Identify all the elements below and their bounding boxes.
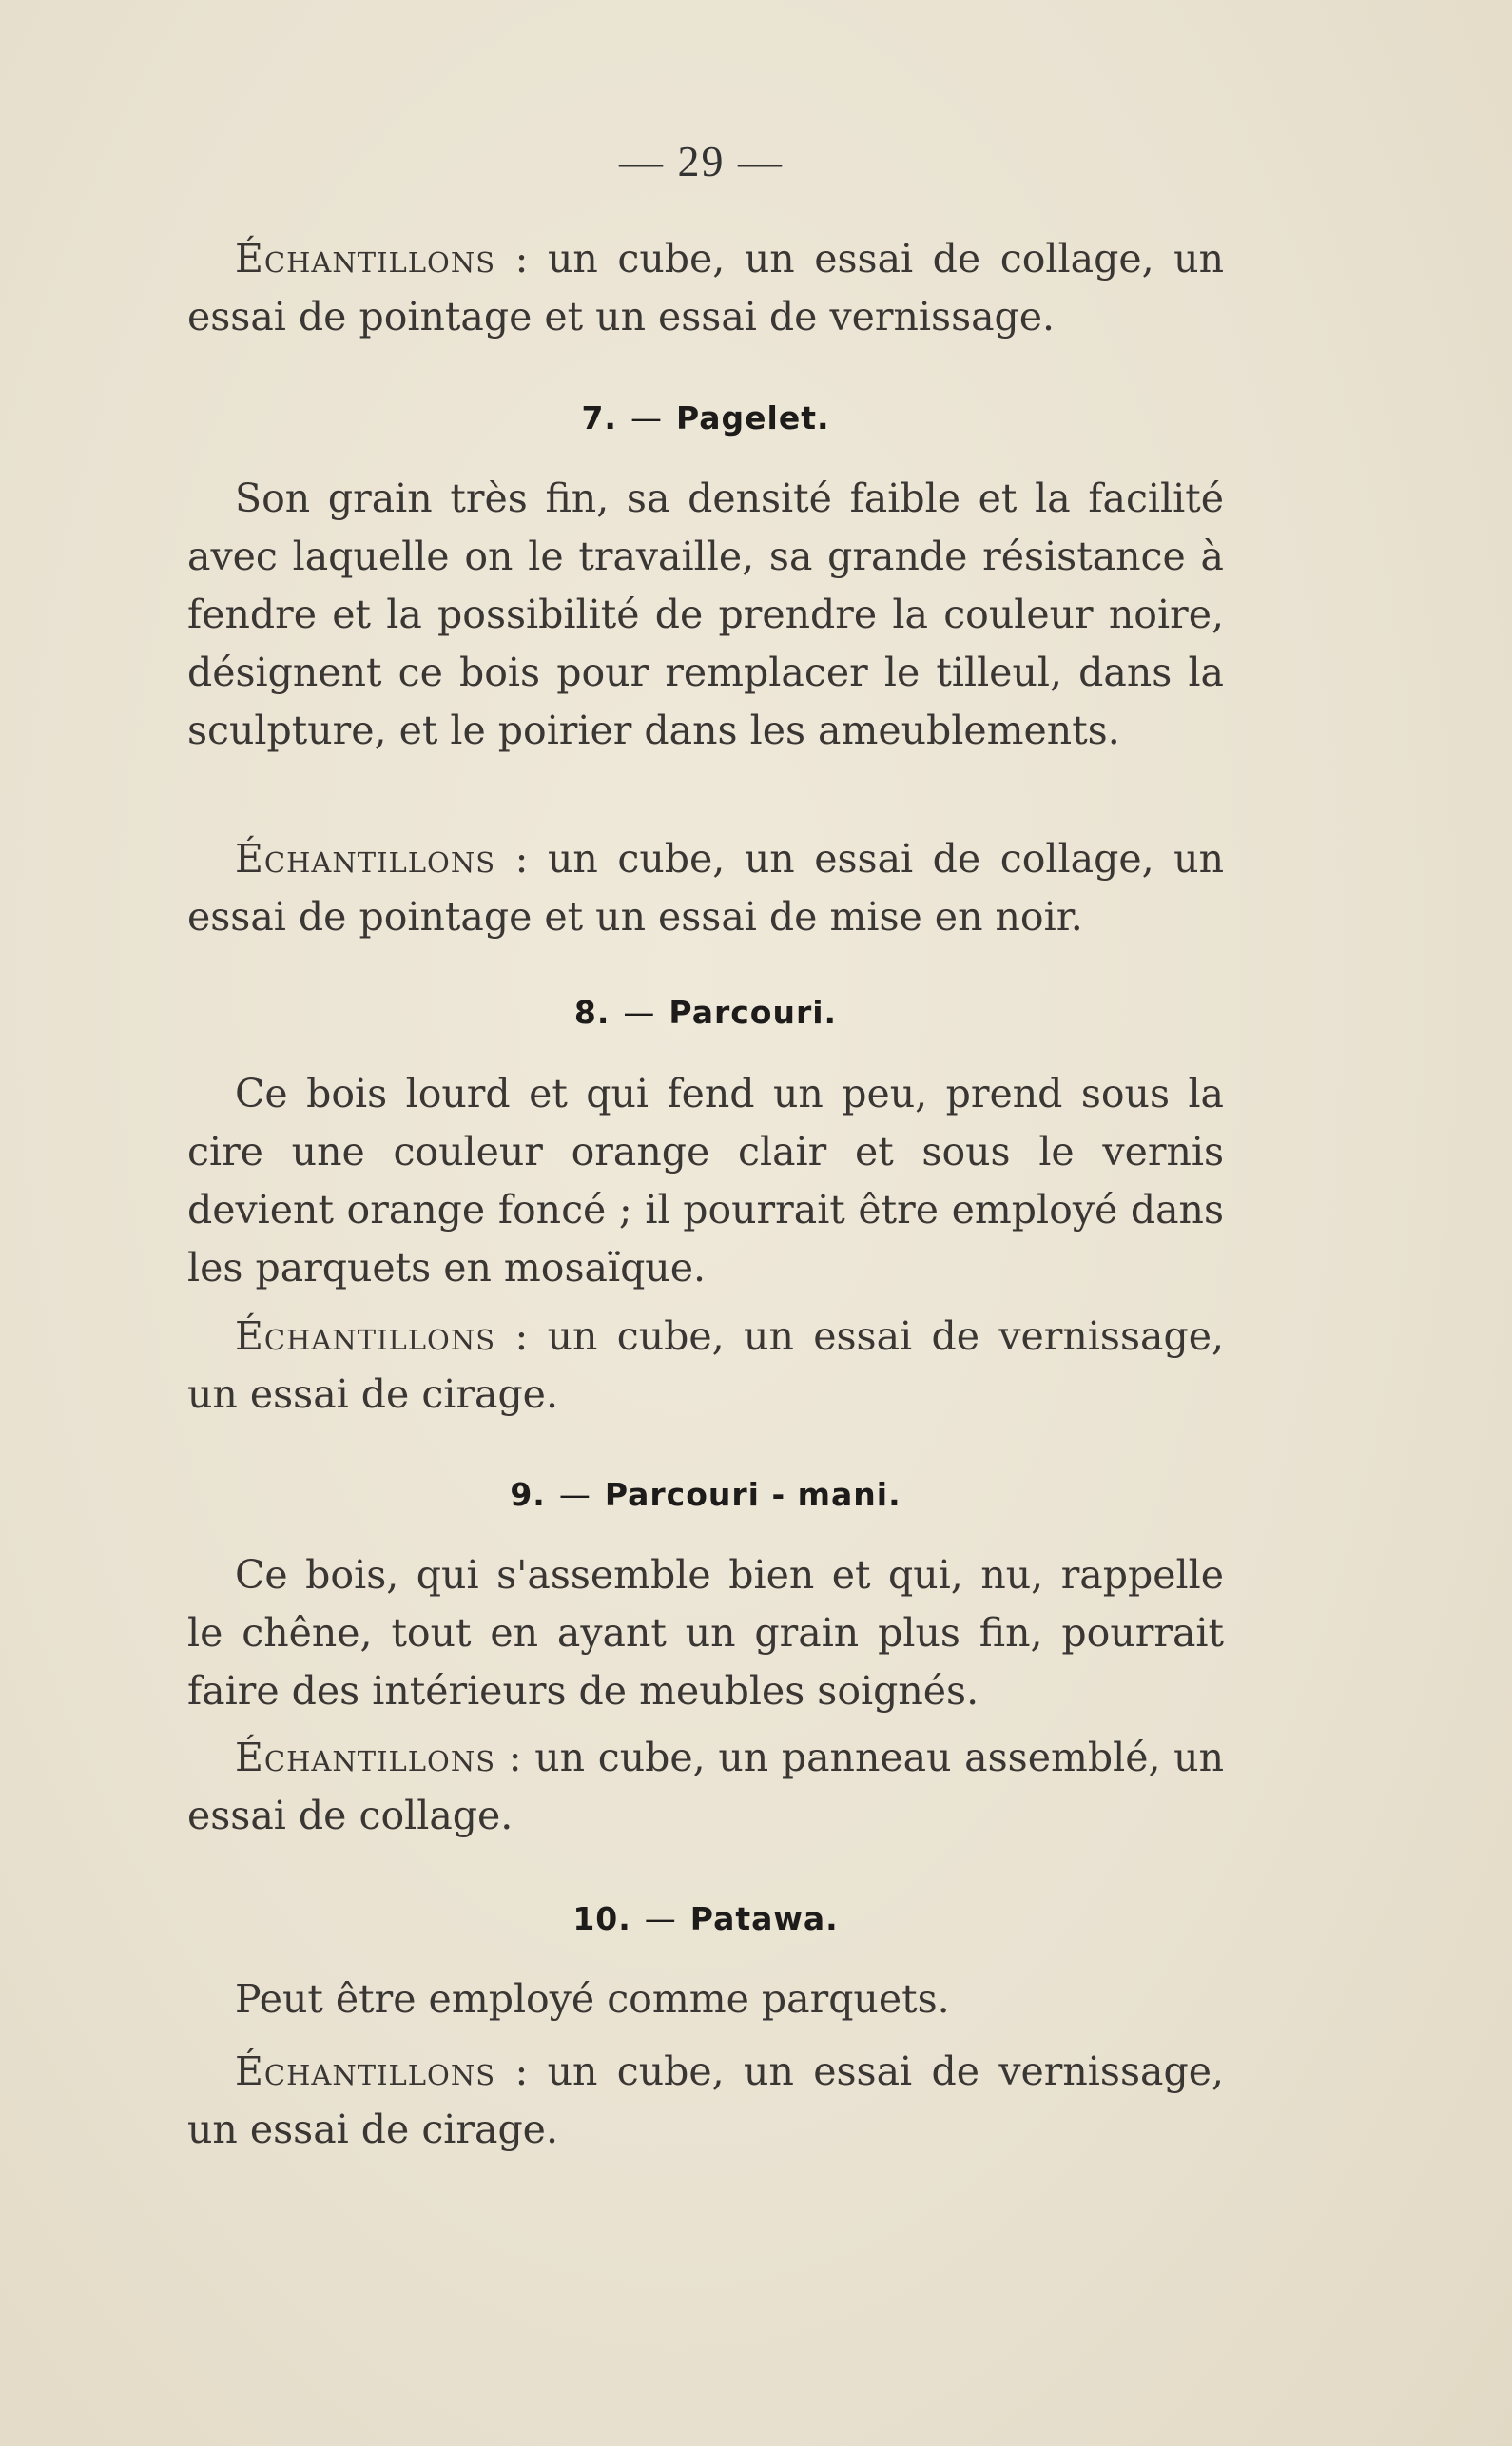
section-10-samples xyxy=(187,2043,1224,2159)
section-10 xyxy=(187,1900,1224,1937)
samples-paragraph xyxy=(187,1308,1224,1424)
section-8-body xyxy=(187,1065,1224,1297)
samples-label: Échantillons xyxy=(235,236,496,281)
samples-label: Échantillons xyxy=(235,1313,496,1359)
section-title: Pagelet. xyxy=(675,399,830,437)
page-number: — 29 — xyxy=(619,137,784,185)
section-dash: — xyxy=(644,1900,677,1937)
section-dash: — xyxy=(623,994,656,1031)
description-paragraph: Son grain très fin, sa densité faible et la facilité avec laquelle on le travaille, sa grande résistance à fendre et la possibilité de prendre la couleur noire, désignent ce bois pour remplacer le tilleul, dans la sculpture, et le poirier dans les ameublements. xyxy=(187,476,1224,753)
samples-paragraph xyxy=(187,830,1224,946)
section-9-body xyxy=(187,1546,1224,1720)
samples-text: : un cube, un essai de collage, un essai de pointage et un essai de mise en noir. xyxy=(187,836,1224,940)
samples-paragraph xyxy=(187,230,1224,346)
samples-label: Échantillons xyxy=(235,836,496,882)
section-9-samples xyxy=(187,1729,1224,1845)
description-paragraph: Ce bois lourd et qui fend un peu, prend sous la cire une couleur orange clair et sous le vernis devient orange foncé ; il pourrait être employé dans les parquets en mosaïque. xyxy=(187,1071,1224,1291)
section-dash: — xyxy=(558,1476,591,1513)
samples-text: : un cube, un essai de vernissage, un essai de cirage. xyxy=(187,2048,1224,2152)
section-heading xyxy=(187,994,1224,1031)
samples-paragraph xyxy=(187,1729,1224,1845)
section-title: Patawa. xyxy=(689,1900,839,1937)
section-8 xyxy=(187,994,1224,1031)
section-title: Parcouri - mani. xyxy=(604,1476,901,1513)
section-10-body xyxy=(187,1970,1224,2029)
section-number: 8. xyxy=(573,994,611,1031)
samples-paragraph xyxy=(187,2043,1224,2159)
section-heading xyxy=(187,1900,1224,1937)
section-9 xyxy=(187,1476,1224,1513)
description-paragraph: Peut être employé comme parquets. xyxy=(235,1976,950,2022)
section-7-body xyxy=(187,470,1224,760)
description-paragraph: Ce bois, qui s'assemble bien et qui, nu, rappelle le chêne, tout en ayant un grain plus fin, pourrait faire des intérieurs de meubles soignés. xyxy=(187,1552,1224,1714)
section-number: 10. xyxy=(572,1900,631,1937)
section-number: 7. xyxy=(581,399,617,437)
section-number: 9. xyxy=(510,1476,546,1513)
section-heading xyxy=(187,1476,1224,1513)
samples-text: : un cube, un panneau assemblé, un essai de collage. xyxy=(187,1735,1224,1838)
section-8-samples xyxy=(187,1308,1224,1424)
samples-text: : un cube, un essai de collage, un essai de pointage et un essai de vernissage. xyxy=(187,236,1224,340)
section-dash: — xyxy=(630,399,663,437)
samples-text: : un cube, un essai de vernissage, un essai de cirage. xyxy=(187,1313,1224,1417)
samples-label: Échantillons xyxy=(235,2048,496,2094)
samples-label: Échantillons xyxy=(235,1735,496,1780)
section-7 xyxy=(187,399,1224,437)
section-7-samples xyxy=(187,830,1224,946)
section-6-continuation xyxy=(187,230,1224,346)
section-title: Parcouri. xyxy=(669,994,838,1031)
section-heading xyxy=(187,399,1224,437)
